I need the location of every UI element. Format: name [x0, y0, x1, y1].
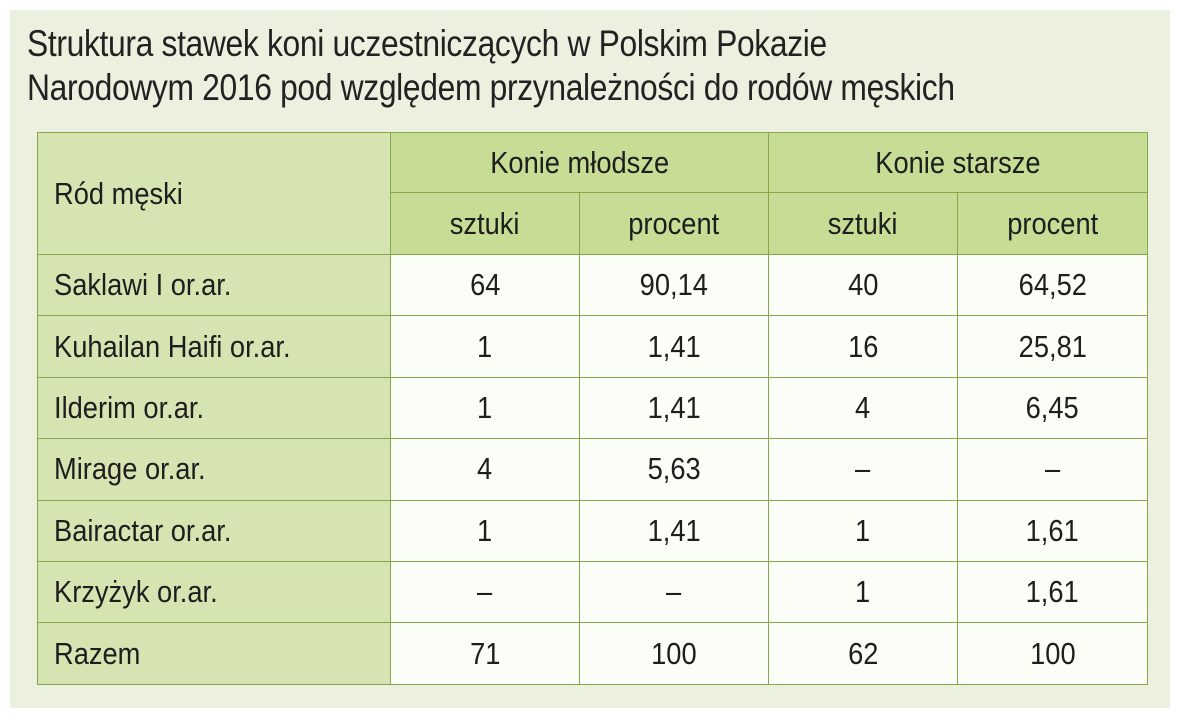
header-sztuki-mlodsze [391, 193, 580, 255]
table-row [38, 377, 1148, 438]
table-row [38, 500, 1148, 561]
cell-old-percent [958, 377, 1148, 438]
cell-text: 100 [1029, 635, 1076, 671]
title-line-1: Struktura stawek koni uczestniczących w Polskim Pokazie [27, 23, 827, 64]
cell-text: 1 [855, 512, 871, 548]
row-label [38, 439, 391, 500]
cell-text: 1,61 [1025, 574, 1080, 610]
header-konie-starsze-label: Konie starsze [875, 144, 1041, 180]
cell-old-percent [958, 316, 1148, 377]
header-procent-starsze [958, 193, 1148, 255]
cell-text: 1,41 [647, 389, 701, 425]
row-label [38, 561, 391, 622]
cell-text: 4 [855, 389, 871, 425]
cell-text: 1 [477, 512, 493, 548]
cell-young-count [391, 439, 580, 500]
row-label-text: Saklawi I or.ar. [54, 267, 232, 303]
header-rod-meski-label: Ród męski [54, 175, 183, 211]
cell-young-percent [580, 561, 769, 622]
row-label [38, 500, 391, 561]
header-procent-label: procent [628, 205, 720, 241]
cell-text: 1 [855, 574, 871, 610]
row-label-text: Bairactar or.ar. [54, 512, 232, 548]
data-table [37, 132, 1148, 685]
cell-text: 71 [469, 635, 501, 671]
cell-text: – [855, 451, 871, 487]
header-row-groups [38, 133, 1148, 193]
cell-old-count [769, 439, 958, 500]
cell-old-percent [958, 439, 1148, 500]
header-sztuki-label: sztuki [828, 205, 898, 241]
cell-young-percent [580, 439, 769, 500]
cell-text: 62 [847, 635, 879, 671]
cell-old-percent [958, 561, 1148, 622]
header-sztuki-starsze [769, 193, 958, 255]
cell-young-count [391, 500, 580, 561]
cell-text: 90,14 [639, 267, 709, 303]
table-row-total [38, 623, 1148, 684]
table-row [38, 255, 1148, 316]
header-sztuki-label: sztuki [450, 205, 520, 241]
cell-text: 5,63 [647, 451, 701, 487]
cell-young-count [391, 255, 580, 316]
row-label [38, 377, 391, 438]
cell-text: 100 [651, 635, 697, 671]
row-label-text: Ilderim or.ar. [54, 389, 205, 425]
cell-text: – [666, 574, 682, 610]
cell-old-count [769, 377, 958, 438]
cell-text: 1 [477, 328, 493, 364]
header-konie-mlodsze-label: Konie młodsze [490, 144, 669, 180]
cell-young-percent [580, 623, 769, 684]
cell-text: 25,81 [1018, 328, 1087, 364]
table-row [38, 316, 1148, 377]
title-line-2: Narodowym 2016 pod względem przynależności do rodów męskich [27, 67, 955, 108]
cell-text: 6,45 [1025, 389, 1080, 425]
cell-text: 4 [477, 451, 493, 487]
row-label-text: Krzyżyk or.ar. [54, 574, 218, 610]
table-title [27, 22, 990, 110]
cell-text: 16 [847, 328, 879, 364]
cell-text: – [1044, 451, 1061, 487]
cell-young-count [391, 561, 580, 622]
cell-old-count [769, 500, 958, 561]
cell-young-count [391, 623, 580, 684]
cell-young-count [391, 377, 580, 438]
cell-text: 1,61 [1025, 512, 1080, 548]
header-procent-label: procent [1007, 205, 1098, 241]
cell-old-percent [958, 623, 1148, 684]
cell-text: 1,41 [647, 512, 701, 548]
table-row [38, 439, 1148, 500]
cell-text: 64,52 [1018, 267, 1087, 303]
cell-young-percent [580, 316, 769, 377]
cell-text: 1,41 [647, 328, 701, 364]
cell-young-percent [580, 500, 769, 561]
header-rod-meski [38, 133, 391, 255]
row-label-text: Kuhailan Haifi or.ar. [54, 328, 291, 364]
cell-old-count [769, 561, 958, 622]
cell-text: – [477, 574, 493, 610]
cell-old-percent [958, 500, 1148, 561]
header-procent-mlodsze [580, 193, 769, 255]
cell-old-count [769, 255, 958, 316]
row-label [38, 623, 391, 684]
cell-old-percent [958, 255, 1148, 316]
cell-young-percent [580, 377, 769, 438]
cell-old-count [769, 623, 958, 684]
row-label [38, 255, 391, 316]
row-label-text: Mirage or.ar. [54, 451, 206, 487]
cell-text: 64 [469, 267, 501, 303]
header-konie-starsze [769, 133, 1148, 193]
cell-text: 1 [477, 389, 493, 425]
row-label [38, 316, 391, 377]
row-label-text: Razem [54, 635, 141, 671]
cell-text: 40 [847, 267, 879, 303]
table-row [38, 561, 1148, 622]
cell-young-count [391, 316, 580, 377]
cell-old-count [769, 316, 958, 377]
header-konie-mlodsze [391, 133, 769, 193]
cell-young-percent [580, 255, 769, 316]
